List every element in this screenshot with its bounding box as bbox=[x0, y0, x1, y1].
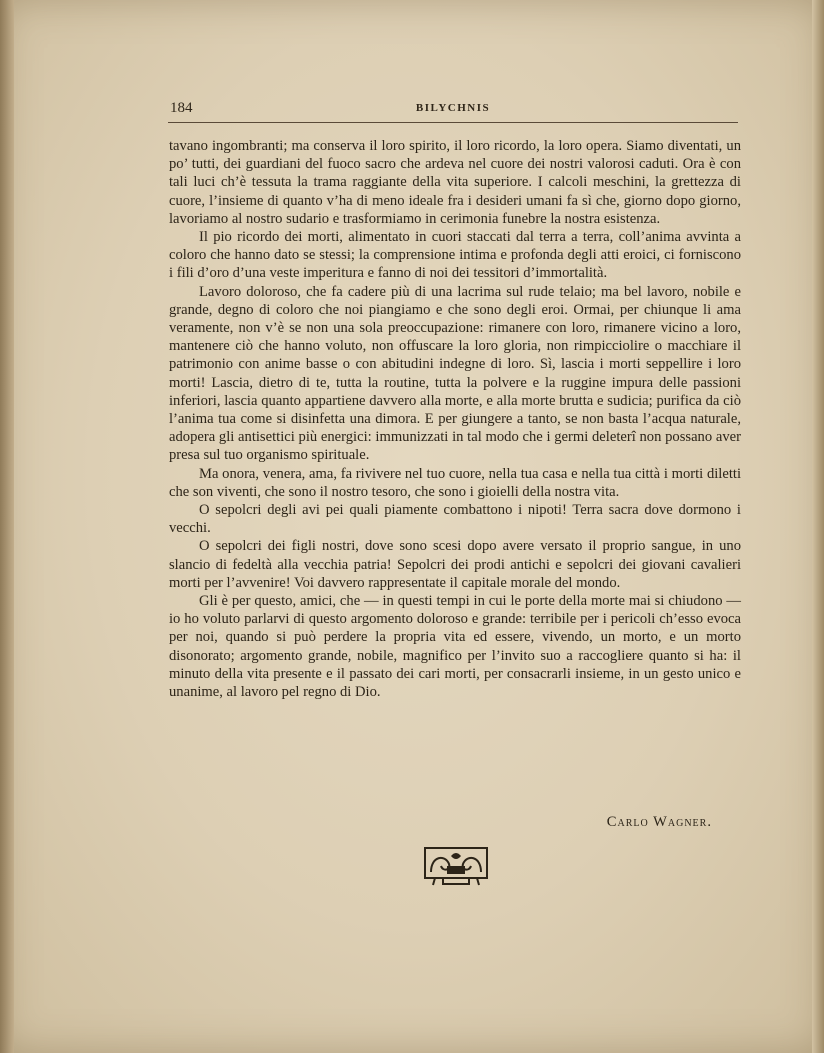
paragraph: Ma onora, venera, ama, fa rivivere nel tuo cuore, nella tua casa e nella tua città i morti diletti che son viventi, che sono il nostro tesoro, che sono i gioielli della nostra vita. bbox=[169, 465, 741, 500]
paragraph: Lavoro doloroso, che fa cadere più di una lacrima sul rude telaio; ma bel lavoro, nobile e grande, degno di coloro che noi piangiamo e che sono degli eroi. Ormai, per chiunque li ama veramente, non v’è se non una sola preoccupazione: rimanere con loro, rimanere vicino a loro, mantenere ciò che hanno voluto, non offuscare la loro gloria, non rimpicciolire o macchiare il patrimonio con anime basse o con abitudini indegne di loro. Sì, lascia i morti seppellire i loro morti! Lascia, dietro di te, tutta la routine, tutta la polvere e la ruggine impura delle passioni inferiori, lascia quanto appartiene davvero alla morte, e alla morte brutta e sudicia; purifica da ciò l’anima tua come si disinfetta una dimora. E per giungere a tanto, se non basta l’acqua naturale, adopera gli antisettici più energici: immunizzati in tal modo che i germi deleterî non possano aver presa sul tuo organismo spirituale. bbox=[169, 283, 741, 464]
article-body bbox=[169, 137, 741, 701]
binding-edge bbox=[0, 0, 14, 1053]
page-number: 184 bbox=[170, 100, 193, 116]
paragraph: Gli è per questo, amici, che — in questi tempi in cui le porte della morte mai si chiudono — io ho voluto parlarvi di questo argomento doloroso e grande: terribile per i pericoli ch’esso evoca per noi, quando si può perdere la propria vita ed essere, vivendo, un morto, e un morto disonorato; argomento grande, nobile, magnifico per l’invito suo a raccogliere quanto si ha: il minuto della vita presente e il passato dei cari morti, per consacrarli insieme, in un gesto unico e unanime, al lavoro pel regno di Dio. bbox=[169, 593, 741, 701]
running-title: BILYCHNIS bbox=[415, 102, 491, 114]
paragraph-continuation: tavano ingombranti; ma conserva il loro spirito, il loro ricordo, la loro opera. Siamo diventati, un po’ tutti, dei guardiani del fuoco sacro che ardeva nel cuore dei nostri valorosi caduti. Ora è con tali luci ch’è tessuta la trama raggiante della vita superiore. I calcoli meschini, la grettezza di cuore, l’insieme di quanto v’ha di meno ideale fra i desideri umani fa sì che, giorno dopo giorno, lavoriamo al nostro sudario e trasformiamo in cerimonia funebre la nostra esistenza. bbox=[169, 138, 741, 227]
paragraph: O sepolcri dei figli nostri, dove sono scesi dopo avere versato il proprio sangue, in uno slancio di fedeltà alla vecchia patria! Sepolcri dei prodi antichi e sepolcri dei giovani cavalieri morti per l’avvenire! Voi davvero rappresentate il capitale morale del mondo. bbox=[169, 538, 741, 591]
paragraph: O sepolcri degli avi pei quali piamente combattono i nipoti! Terra sacra dove dormono i vecchi. bbox=[169, 502, 741, 537]
page-edge bbox=[812, 0, 824, 1053]
decorative-vignette-icon bbox=[423, 846, 489, 886]
running-header bbox=[168, 100, 738, 123]
author-signature: Carlo Wagner. bbox=[606, 814, 712, 830]
paragraph: Il pio ricordo dei morti, alimentato in cuori staccati dal terra a terra, coll’anima avvinta a coloro che hanno dato se stessi; la comprensione intima e profonda degli atti eroici, ci forniscono i fili d’oro d’una veste imperitura e fanno di noi dei tessitori d’immortalità. bbox=[169, 229, 741, 282]
